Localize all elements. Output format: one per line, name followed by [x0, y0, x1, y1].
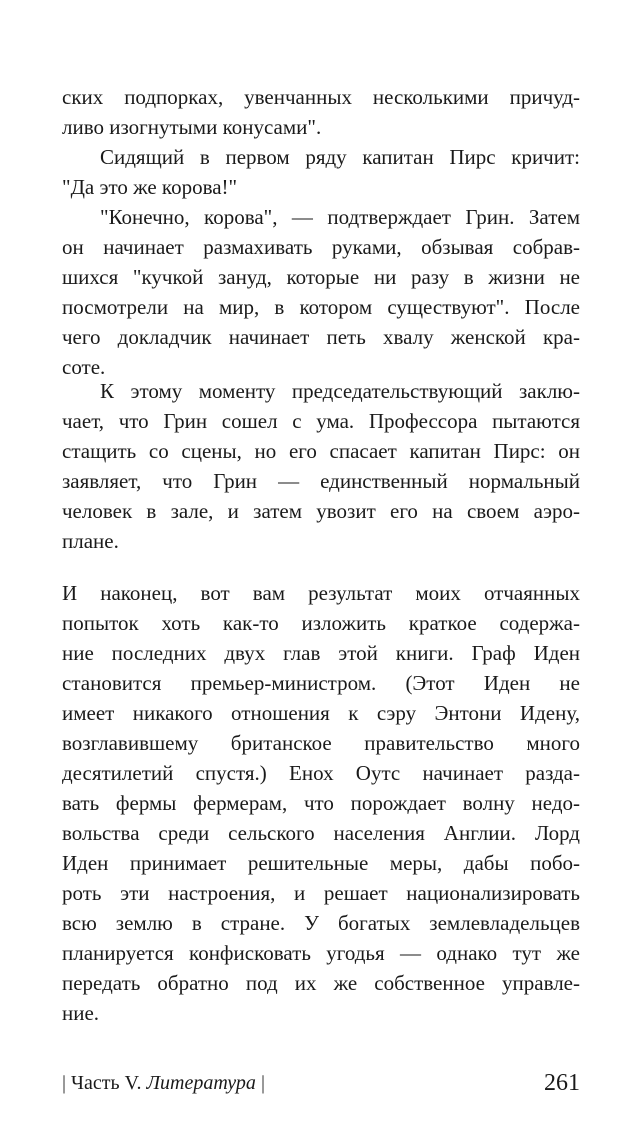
text-line: передать обратно под их же собственное управле- [62, 971, 580, 995]
text-line: И наконец, вот вам результат моих отчаянных [62, 581, 580, 605]
footer-bar-right: | [260, 1072, 265, 1094]
text-line: "Да это же корова!" [62, 175, 238, 199]
text-line: ливо изогнутыми конусами". [62, 115, 322, 139]
footer-bar-left: | [62, 1072, 67, 1094]
text-line: ние последних двух глав этой книги. Граф Иден [62, 641, 580, 665]
text-line: становится премьер-министром. (Этот Иден не [62, 671, 580, 695]
text-line: планируется конфисковать угодья — однако тут же [62, 941, 580, 965]
text-line: роть эти настроения, и решает национализировать [62, 881, 580, 905]
text-line: ских подпорках, увенчанных несколькими причуд- [62, 85, 580, 109]
text-line: чает, что Грин сошел с ума. Профессора пытаются [62, 409, 580, 433]
text-line: шихся "кучкой зануд, которые ни разу в жизни не [62, 265, 580, 289]
text-line: Иден принимает решительные меры, дабы побо- [62, 851, 580, 875]
text-line: ние. [62, 1001, 100, 1025]
text-line: всю землю в стране. У богатых землевладельцев [62, 911, 580, 935]
text-line: Сидящий в первом ряду капитан Пирс кричит: [100, 145, 580, 169]
page-footer [62, 1068, 580, 1098]
text-line: он начинает размахивать руками, обзывая собрав- [62, 235, 580, 259]
text-line: плане. [62, 529, 119, 553]
text-line: человек в зале, и затем увозит его на своем аэро- [62, 499, 580, 523]
footer-section-title: Литература [146, 1072, 256, 1094]
text-line: К этому моменту председательствующий заклю- [100, 379, 580, 403]
text-line: попыток хоть как-то изложить краткое содержа- [62, 611, 580, 635]
page-number: 261 [544, 1070, 580, 1096]
text-line: возглавившему британское правительство много [62, 731, 580, 755]
footer-part: Часть V. [71, 1072, 142, 1094]
running-footer [62, 1068, 265, 1098]
text-line: вать фермы фермерам, что порождает волну недо- [62, 791, 580, 815]
text-line: "Конечно, корова", — подтверждает Грин. Затем [100, 205, 580, 229]
text-line: заявляет, что Грин — единственный нормальный [62, 469, 580, 493]
text-line: соте. [62, 355, 106, 379]
text-line: чего докладчик начинает петь хвалу женской кра- [62, 325, 580, 349]
text-line: десятилетий спустя.) Енох Оутс начинает разда- [62, 761, 580, 785]
text-line: стащить со сцены, но его спасает капитан Пирс: он [62, 439, 580, 463]
text-line: вольства среди сельского населения Англии. Лорд [62, 821, 580, 845]
text-line: посмотрели на мир, в котором существуют". После [62, 295, 580, 319]
text-line: имеет никакого отношения к сэру Энтони Идену, [62, 701, 580, 725]
